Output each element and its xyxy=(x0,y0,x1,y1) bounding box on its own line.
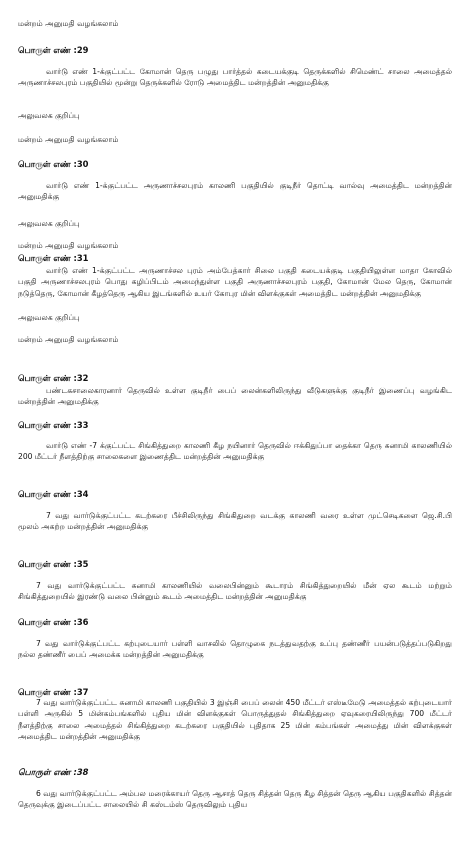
item-31-recommendation: மன்றம் அனுமதி வழங்கலாம் xyxy=(18,335,119,344)
item-36-heading: பொருள் எண் :36 xyxy=(18,617,89,627)
item-38-body: 6 வது வார்டுக்குட்பட்ட அம்பல மரைக்காயர் தெரு ஆசாத் தெரு சித்தன் தெரு கீழ சித்தன் தெரு ஆகிய பகுதிகளில் சித்தன் தெருவுக்கு இடைப்பட்ட சாலையில் சி கஸ்டம்ஸ் தெருவிலும் புதிய xyxy=(18,789,452,810)
item-37-body: 7 வது வார்டுக்குட்பட்ட சுனாமி காலணி பகுதியில் 3 இஞ்சி பைப் லைன் 450 மீட்டர் எஸ்டீமேடு அமைத்தல் கற்புடையார் பள்ளி அருகில் 5 மின்கம்பங்களில் புதிய மின் விளக்குகள் பொருத்துதல் சிங்கித்துறை ஏவுகரையிலிருந்து 700 மீட்டர் நீளத்திற்கு சாலை அமைத்தல் சிங்கித்துறை கடற்கரை பகுதியில் புதிதாக 25 மின் கம்பங்கள் அமைத்து மின் விளக்குகள் அமைத்திட மன்றத்தின் அனுமதிக்கு xyxy=(18,698,452,742)
intro-recommendation: மன்றம் அனுமதி வழங்கலாம் xyxy=(18,19,119,28)
item-36-body: 7 வது வார்டுக்குட்பட்ட கற்புடையார் பள்ளி வாசலில் தொழுகை நடத்துவதற்கு உப்பு தண்ணீர் பயன்படுத்தப்படுகிறது நல்ல தண்ணீர் பைப் அமைக்க மன்றத்தின் அனுமதிக்கு xyxy=(18,639,452,660)
item-34-body: 7 வது வார்டுக்குட்பட்ட கடற்கரை பீச்சிலிருந்து சிங்கிதுறை வடக்கு காலணி வரை உள்ள முட்செடிகளை ஜெ.சி.பி மூலம் அகற்ற மன்றத்தின் அனுமதிக்கு xyxy=(18,511,452,532)
item-38-heading: பொருள் எண் :38 xyxy=(18,767,89,777)
item-33-heading: பொருள் எண் :33 xyxy=(18,420,89,430)
item-30-office-note: அலுவலக குறிப்பு xyxy=(18,219,80,228)
item-31-office-note: அலுவலக குறிப்பு xyxy=(18,313,80,322)
item-34-heading: பொருள் எண் :34 xyxy=(18,489,89,499)
item-30-body: வார்டு எண் 1-க்குட்பட்ட அருணாச்சலபுரம் காலணி பகுதியில் குடிநீர் தொட்டி வால்வு அமைத்திட மன்றத்தின் அனுமதிக்கு xyxy=(18,181,452,202)
item-31-body: வார்டு எண் 1-க்குட்பட்ட அருணாச்சல புரம் அம்பேத்கார் சிலை பகுதி கடையக்குடி பகுதியிலுள்ள மாதா கோவில் பகுதி அருணாச்சலபுரம் பொது கழிப்பிடம் அமைந்துள்ள பகுதி அருணாச்சலபுரம் பகுதி, கோமான் மேல தெரு, கோமான் நடுத்தெரு, கோமான் கீழத்தெரு ஆகிய இடங்களில் உயர் கோபுர மின் விளக்குகள் அமைத்திட மன்றத்தின் அனுமதிக்கு xyxy=(18,266,452,298)
item-29-office-note: அலுவலக குறிப்பு xyxy=(18,111,80,120)
item-30-recommendation: மன்றம் அனுமதி வழங்கலாம் xyxy=(18,241,119,250)
item-31-heading: பொருள் எண் :31 xyxy=(18,253,89,263)
item-37-heading: பொருள் எண் :37 xyxy=(18,687,89,697)
item-32-heading: பொருள் எண் :32 xyxy=(18,373,89,383)
item-35-body: 7 வது வார்டுக்குட்பட்ட சுனாமி காலணியில் வலைபின்னும் கூடாரம் சிங்கித்துறையில் மீன் ஏல கூடம் மற்றும் சிங்கித்துறையில் இரண்டு வலை பின்னும் கூடம் அமைத்திட மன்றத்தின் அனுமதிக்கு xyxy=(18,581,452,602)
item-35-heading: பொருள் எண் :35 xyxy=(18,559,89,569)
item-32-body: பண்டகசாலைகாரனார் தெருவில் உள்ள குடிநீர் பைப் லைன்களிலிருந்து வீடுகளுக்கு குடிநீர் இணைப்பு வழங்கிட மன்றத்தின் அனுமதிக்கு xyxy=(18,386,452,407)
item-29-body: வார்டு எண் 1-க்குட்பட்ட கோமான் தெரு பழுது பார்த்தல் கடையக்குடி தெருக்களில் சிமெண்ட் சாலை அமைத்தல் அருணாச்சலபுரம் பகுதியில் மூன்று தெருக்களில் ரோடு அமைத்திட மன்றத்தின் அனுமதிக்கு xyxy=(18,67,452,88)
item-29-heading: பொருள் எண் :29 xyxy=(18,45,89,55)
item-30-heading: பொருள் எண் :30 xyxy=(18,159,89,169)
item-29-recommendation: மன்றம் அனுமதி வழங்கலாம் xyxy=(18,135,119,144)
item-33-body: வார்டு எண் -7 க்குட்பட்ட சிங்கித்துறை காலணி கீழ நயினார் தெருவில் ஈக்கிதுப்பா தைக்கா தெரு சுனாமி காலணியில் 200 மீட்டர் நீளத்திற்கு சாலைகளை இணைத்திட மன்றத்தின் அனுமதிக்கு xyxy=(18,441,452,462)
